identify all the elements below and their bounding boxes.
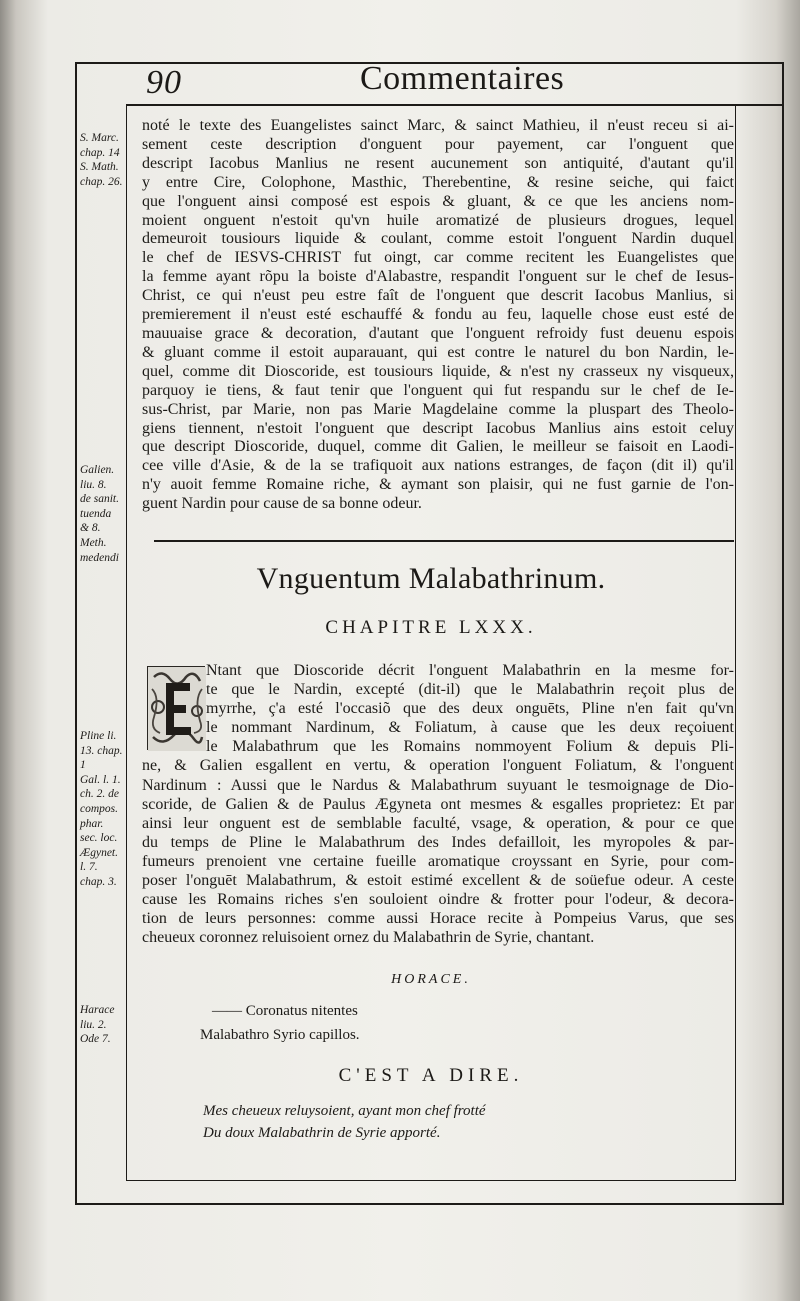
french-verse-line: Mes cheueux reluysoient, ayant mon chef frotté	[203, 1103, 486, 1119]
text-line: myrrhe, ç'a esté l'occasiõ que des deux onguēts, Pline n'en fait qu'vn	[206, 700, 734, 718]
text-line: giens tiennent, n'estoit l'onguent que descript Iacobus Manlius ains estoit celuy	[142, 419, 734, 437]
text-line: scoride, de Galien & de Paulus Ægyneta ont mesmes & esgalles proprietez: Et par	[142, 795, 734, 813]
text-line: Nardinum : Aussi que le Nardus & Malabathrum suyuant le tesmoignage de Dio-	[142, 776, 734, 794]
text-line: parquoy ie tiens, & faut tenir que l'onguent qui fut respandu sur le chef de Ie-	[142, 381, 734, 399]
text-line: la femme ayant rõpu la boiste d'Alabastre, respandit l'onguent sur le chef de Iesus-	[142, 268, 734, 286]
text-line: cheueux coronnez reluisoient ornez du Malabathrin de Syrie, chantant.	[142, 929, 595, 947]
text-line: y entre Cire, Colophone, Masthic, Therebentine, & resine seiche, qui faict	[142, 173, 734, 191]
page-number: 90	[146, 64, 182, 101]
margin-note-horace: Harace liu. 2. Ode 7.	[80, 1004, 115, 1046]
text-line: sement ceste description d'onguent pour payement, car l'onguent que	[142, 135, 734, 153]
header-rule	[126, 104, 784, 106]
text-line: & gluant comme il estoit auparauant, qui est contre le naturel du bon Nardin, le-	[142, 343, 734, 361]
text-line: noté le texte des Euangelistes sainct Marc, & sainct Mathieu, il n'eust receu si ai-	[142, 117, 734, 134]
text-line: premierement il n'eust esté eschauffé & fondu au feu, laquelle chose eust esté de	[142, 306, 734, 324]
margin-note-pline: Pline li. 13. chap. 1 Gal. l. 1. ch. 2. de compos. phar. sec. loc. Ægynet. l. 7. chap. 3.	[80, 730, 123, 888]
continued-commentary	[142, 117, 734, 514]
running-title: Commentaires	[360, 60, 565, 97]
french-verse-line: Du doux Malabathrin de Syrie apporté.	[203, 1125, 441, 1141]
text-line: demeuroit tousiours liquide & coulant, comme estoit l'onguent Nardin duquel	[142, 230, 734, 248]
chapter-number: CHAPITRE LXXX.	[325, 617, 537, 638]
text-line: quel, comme dit Dioscoride, est tousiours liquide, & n'est ny crasseux ny visqueux,	[142, 362, 734, 380]
text-line: te que le Nardin, excepté (dit-il) que le Malabathrin reçoit plus de	[206, 681, 734, 699]
chapter-body	[142, 661, 734, 947]
quotation-heading: HORACE.	[391, 972, 471, 987]
margin-note-galien: Galien. liu. 8. de sanit. tuenda & 8. Meth. medendi	[80, 464, 119, 564]
text-line: Christ, ce qui n'eust peu estre faît de l'onguent que descrit Iacobus Manlius, si	[142, 287, 734, 305]
text-line: moient onguent n'estoit qu'vn huile aromatizé de plusieurs drogues, lequel	[142, 211, 734, 229]
text-line: sus-Christ, par Marie, non pas Marie Magdelaine comme la pluspart des Theolo-	[142, 400, 734, 418]
text-line: cause les Romains riches s'en souloient oindre & frotter pour l'odeur, & decora-	[142, 891, 734, 909]
text-line: mauuaise grace & decoration, d'autant que l'onguent refroidy fust deuenu espois	[142, 324, 734, 342]
text-line: ne, & Galien esgallent en vertu, & operation l'onguent Foliatum, & l'onguent	[142, 757, 734, 775]
latin-verse-line: —— Coronatus nitentes	[212, 1003, 358, 1019]
text-line: du temps de Pline le Malabathrum des Indes defailloit, les myropoles & par-	[142, 833, 734, 851]
text-line: ainsi leur onguent est de semblable faculté, vsage, & operation, & pour ce que	[142, 814, 734, 832]
text-line: que descript Dioscoride, duquel, comme dit Galien, le meilleur se faisoit en Laodi-	[142, 438, 734, 456]
text-line: le nommant Nardinum, & Foliatum, à cause que les deux reçoiuent	[206, 719, 734, 737]
text-line: que l'onguent ainsi composé est espois & gluant, & ce que les anciens nom-	[142, 192, 734, 210]
text-line: tion de leurs personnes: comme aussi Horace recite à Pompeius Varus, que ses	[142, 910, 734, 928]
text-line: descript Iacobus Manlius ne resent aucunement son antiquité, d'autant qu'il	[142, 154, 734, 172]
text-line: poser l'onguēt Malabathrum, & estoit estimé excellent & de soüefue odeur. A ceste	[142, 872, 734, 890]
text-line: le chef de IESVS-CHRIST fut oingt, car comme recitent les Euangelistes que	[142, 249, 734, 267]
section-divider	[154, 540, 734, 542]
text-line: le Malabathrum que les Romains nommoyent Folium & depuis Pli-	[206, 738, 734, 756]
translation-heading: C'EST A DIRE.	[338, 1065, 524, 1086]
chapter-title: Vnguentum Malabathrinum.	[256, 562, 606, 595]
text-line: n'y auoit femme Romaine riche, & aymant son plaisir, qui ne fust garnie de l'on-	[142, 476, 734, 494]
margin-note-gospels: S. Marc. chap. 14 S. Math. chap. 26.	[80, 132, 123, 188]
text-line: Ntant que Dioscoride décrit l'onguent Malabathrin en la mesme for-	[206, 662, 734, 679]
latin-verse-line: Malabathro Syrio capillos.	[200, 1027, 360, 1043]
text-line: fumeurs prenoient vne certaine fueille aromatique croyssant en Syrie, pour com-	[142, 852, 734, 870]
text-line: cee ville d'Asie, & de la se trafiquoit aux nations estranges, de façon (dit il) qu'il	[142, 457, 734, 475]
text-line: guent Nardin pour cause de sa bonne odeur.	[142, 495, 422, 513]
